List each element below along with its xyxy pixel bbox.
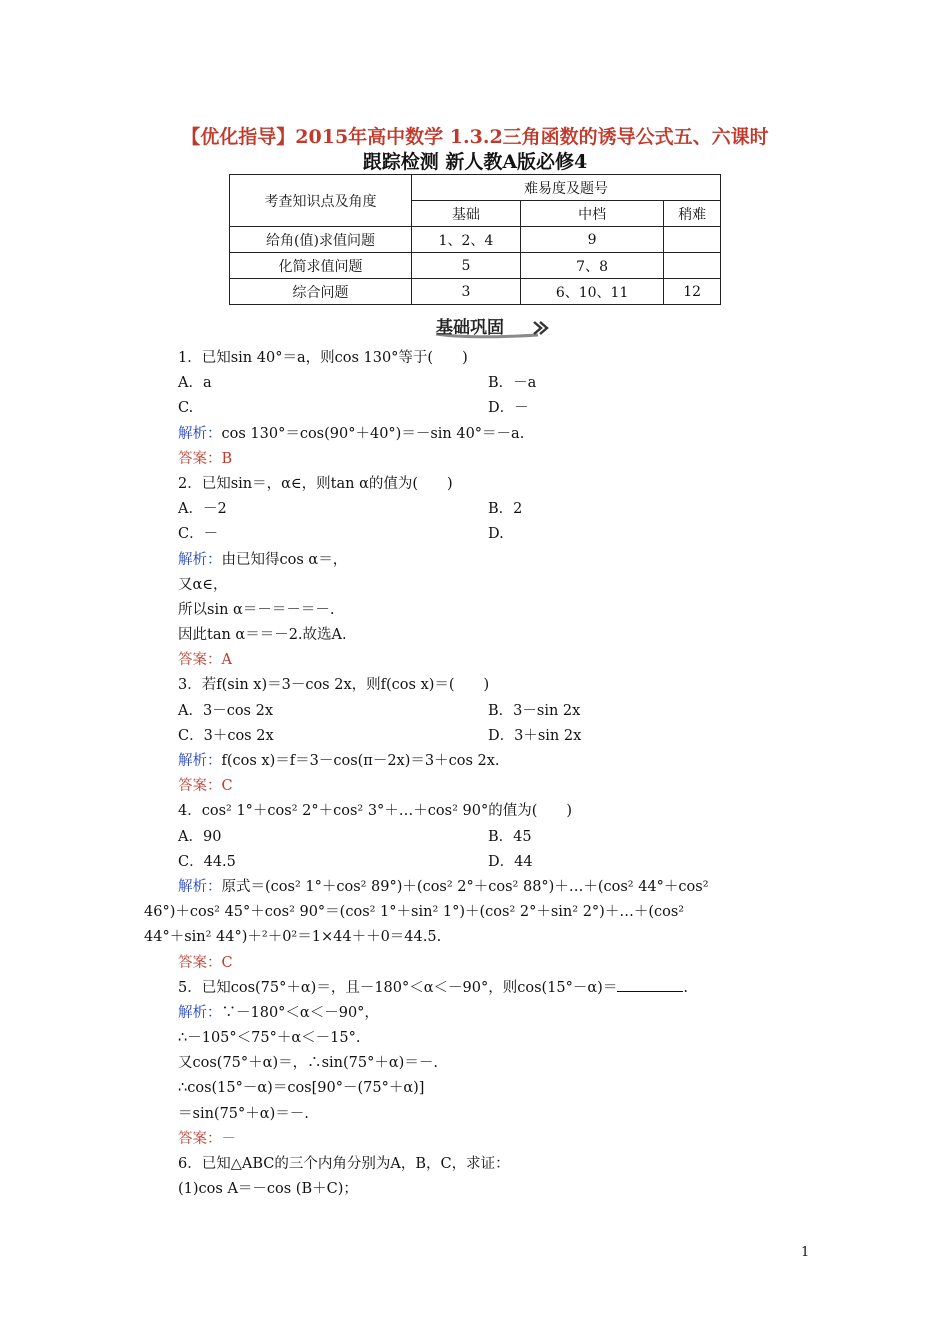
question-6-part-1: (1)cos A＝－cos (B＋C)；	[178, 1181, 358, 1198]
table-row	[230, 227, 721, 253]
table-header-difficulty: 难易度及题号	[412, 175, 721, 201]
explanation-text: f(cos x)＝f＝3－cos(π－2x)＝3＋cos 2x.	[221, 753, 500, 769]
table-cell: 给角(值)求值问题	[230, 227, 412, 253]
table-row	[230, 279, 721, 305]
explanation-text: ∴－105°＜75°＋α＜－15°.	[178, 1030, 361, 1047]
question-2-stem: 2．已知sin＝，α∈，则tan α的值为( )	[178, 475, 453, 492]
table-cell	[664, 253, 721, 279]
explanation-label: 解析：	[178, 878, 222, 895]
explanation-text: cos 130°＝cos(90°＋40°)＝－sin 40°＝－a.	[221, 425, 525, 442]
option-c: C．3＋cos 2x	[178, 727, 274, 744]
title-line-1: 【优化指导】2015年高中数学 1.3.2三角函数的诱导公式五、六课时	[181, 126, 769, 148]
answer-value: －	[221, 1130, 236, 1147]
table-header-mid: 中档	[520, 201, 664, 227]
explanation-label: 解析：	[178, 1004, 222, 1021]
page-number: 1	[801, 1245, 810, 1260]
explanation-text: 由已知得cos α＝，	[221, 551, 348, 568]
question-3-stem: 3．若f(sin x)＝3－cos 2x，则f(cos x)＝( )	[178, 677, 490, 694]
option-b: B．－a	[488, 375, 537, 392]
table-cell: 5	[412, 253, 521, 279]
answer-value: C	[221, 954, 233, 971]
question-6-stem: 6．已知△ABC的三个内角分别为A，B，C，求证：	[178, 1156, 510, 1172]
option-c: C．44.5	[178, 853, 236, 870]
table-cell: 综合问题	[230, 279, 412, 305]
option-d: D．44	[488, 853, 533, 870]
table-cell: 1、2、4	[412, 227, 521, 253]
answer-label: 答案：	[178, 450, 222, 467]
answer-label: 答案：	[178, 1130, 222, 1147]
answer-blank	[617, 977, 683, 992]
explanation-label: 解析：	[178, 551, 222, 568]
option-b: B．3－sin 2x	[488, 702, 581, 719]
table-header-topic: 考查知识点及角度	[230, 175, 412, 227]
questions	[144, 346, 810, 1202]
question-4-stem: 4．cos² 1°＋cos² 2°＋cos² 3°＋…＋cos² 90°的值为( )	[178, 803, 573, 820]
question-5-stem	[178, 976, 810, 1001]
explanation-text: 46°)＋cos² 45°＋cos² 90°＝(cos² 1°＋sin² 1°)＋(cos² 2°＋sin² 2°)＋…＋(cos²	[144, 904, 685, 921]
option-a: A．3－cos 2x	[178, 702, 274, 719]
explanation-label: 解析：	[178, 425, 222, 442]
title-line-2: 跟踪检测 新人教A版必修4	[362, 151, 588, 173]
answer-value: B	[221, 450, 233, 467]
option-d: D．3＋sin 2x	[488, 727, 582, 744]
option-b: B．2	[488, 501, 523, 518]
explanation-label: 解析：	[178, 753, 222, 769]
question-5-period: .	[683, 979, 688, 996]
table-row	[230, 253, 721, 279]
table-cell: 3	[412, 279, 521, 305]
table-header-basic: 基础	[412, 201, 521, 227]
option-a: A．－2	[178, 501, 227, 518]
explanation-text: 又α∈，	[178, 576, 228, 593]
document-title	[140, 125, 810, 175]
explanation-text: 因此tan α＝＝－2.故选A.	[178, 627, 347, 644]
explanation-text: 44°＋sin² 44°)＋²＋0²＝1×44＋＋0＝44.5.	[144, 929, 442, 946]
table-cell: 12	[664, 279, 721, 305]
explanation-text: 所以sin α＝－＝－＝－.	[178, 601, 335, 618]
explanation-text: 原式＝(cos² 1°＋cos² 89°)＋(cos² 2°＋cos² 88°)＋…＋(cos² 44°＋cos²	[221, 878, 709, 895]
table-cell: 化简求值问题	[230, 253, 412, 279]
option-d: D.	[488, 526, 504, 543]
answer-label: 答案：	[178, 652, 222, 669]
knowledge-table	[229, 174, 721, 305]
explanation-text: ∴cos(15°－α)＝cos[90°－(75°＋α)]	[178, 1080, 425, 1097]
question-1-stem: 1．已知sin 40°＝a，则cos 130°等于( )	[178, 350, 468, 366]
table-cell	[664, 227, 721, 253]
question-5-text: 5．已知cos(75°＋α)＝，且－180°＜α＜－90°，则cos(15°－α)＝	[178, 979, 618, 996]
option-b: B．45	[488, 828, 532, 845]
section-badge-text: 基础巩固	[436, 318, 504, 338]
option-c: C.	[178, 400, 194, 417]
explanation-text: 又cos(75°＋α)＝，∴sin(75°＋α)＝－.	[178, 1055, 438, 1072]
answer-label: 答案：	[178, 954, 222, 971]
explanation-text: ＝sin(75°＋α)＝－.	[178, 1105, 309, 1122]
table-cell: 7、8	[520, 253, 664, 279]
table-header-hard: 稍难	[664, 201, 721, 227]
option-a: A．90	[178, 828, 222, 845]
option-d: D．－	[488, 400, 529, 417]
answer-label: 答案：	[178, 778, 222, 795]
table-cell: 9	[520, 227, 664, 253]
table-cell: 6、10、11	[520, 279, 664, 305]
section-badge	[430, 316, 552, 340]
explanation-text: ∵－180°＜α＜－90°，	[221, 1004, 379, 1021]
answer-value: A	[221, 652, 232, 669]
option-a: A．a	[178, 375, 212, 392]
option-c: C．－	[178, 526, 219, 543]
answer-value: C	[221, 778, 233, 795]
double-chevron-icon	[534, 322, 547, 334]
